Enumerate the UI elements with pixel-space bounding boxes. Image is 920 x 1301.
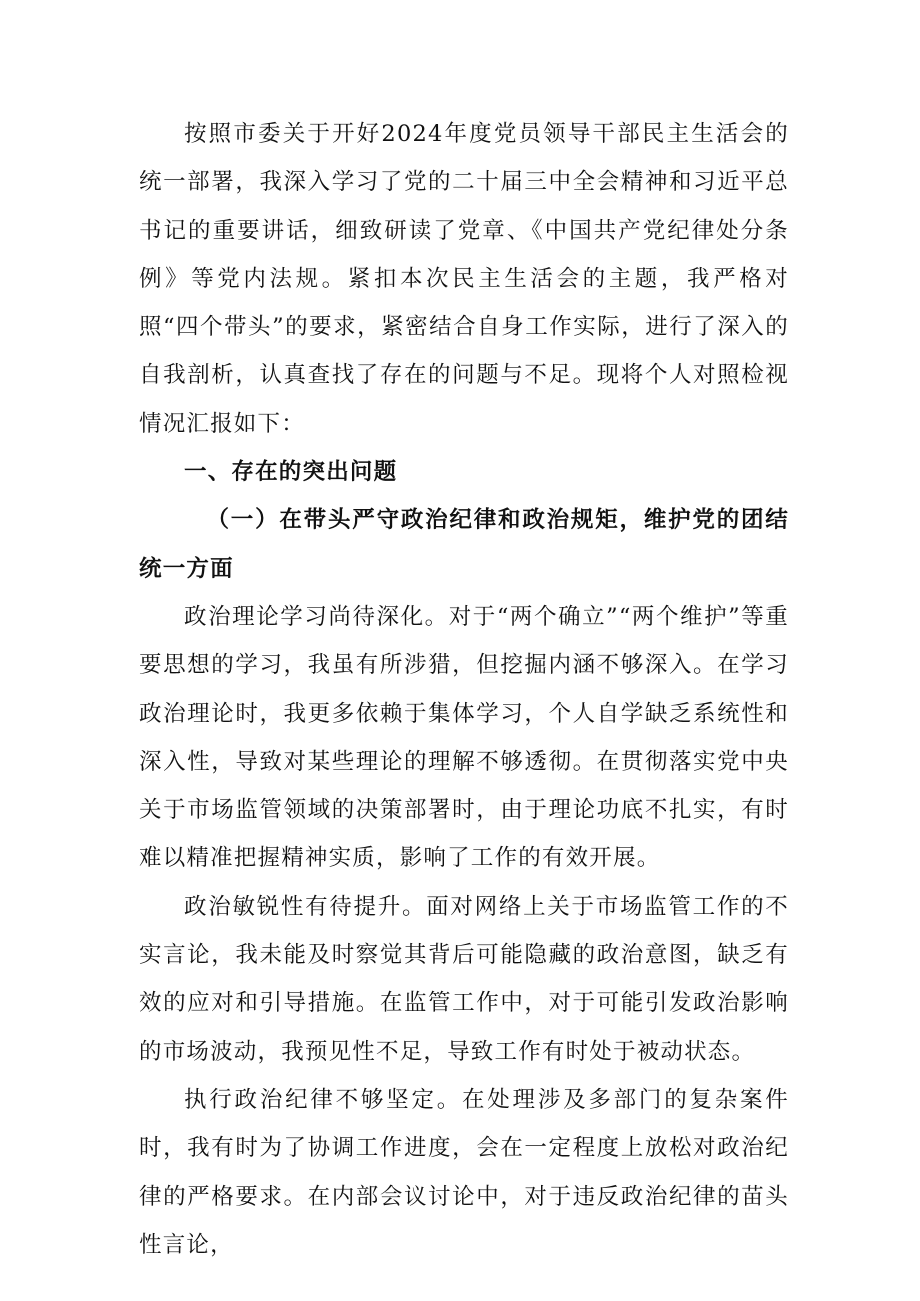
- section-heading: 一、存在的突出问题: [184, 459, 398, 486]
- body-paragraph-discipline: 执行政治纪律不够坚定。在处理涉及多部门的复杂案件时，我有时为了协调工作进度，会在一定程度上放松对政治纪律的严格要求。在内部会议讨论中，对于违反政治纪律的苗头性言论，: [139, 1086, 789, 1258]
- subsection-heading: （一）在带头严守政治纪律和政治规矩，维护党的团结统一方面: [139, 507, 789, 582]
- document-body: [139, 110, 789, 1269]
- body-paragraph-sensitivity: 政治敏锐性有待提升。面对网络上关于市场监管工作的不实言论，我未能及时察觉其背后可能隐藏的政治意图，缺乏有效的应对和引导措施。在监管工作中，对于可能引发政治影响的市场波动，我预见性不足，导致工作有时处于被动状态。: [139, 893, 789, 1065]
- body-paragraph-theory: 政治理论学习尚待深化。对于“两个确立”“两个维护”等重要思想的学习，我虽有所涉猎，但挖掘内涵不够深入。在学习政治理论时，我更多依赖于集体学习，个人自学缺乏系统性和深入性，导致对某些理论的理解不够透彻。在贯彻落实党中央关于市场监管领域的决策部署时，由于理论功底不扎实，有时难以精准把握精神实质，影响了工作的有效开展。: [139, 603, 789, 872]
- intro-paragraph: 按照市委关于开好2024年度党员领导干部民主生活会的统一部署，我深入学习了党的二十届三中全会精神和习近平总书记的重要讲话，细致研读了党章、《中国共产党纪律处分条例》等党内法规。紧扣本次民主生活会的主题，我严格对照“四个带头”的要求，紧密结合自身工作实际，进行了深入的自我剖析，认真查找了存在的问题与不足。现将个人对照检视情况汇报如下：: [139, 121, 789, 437]
